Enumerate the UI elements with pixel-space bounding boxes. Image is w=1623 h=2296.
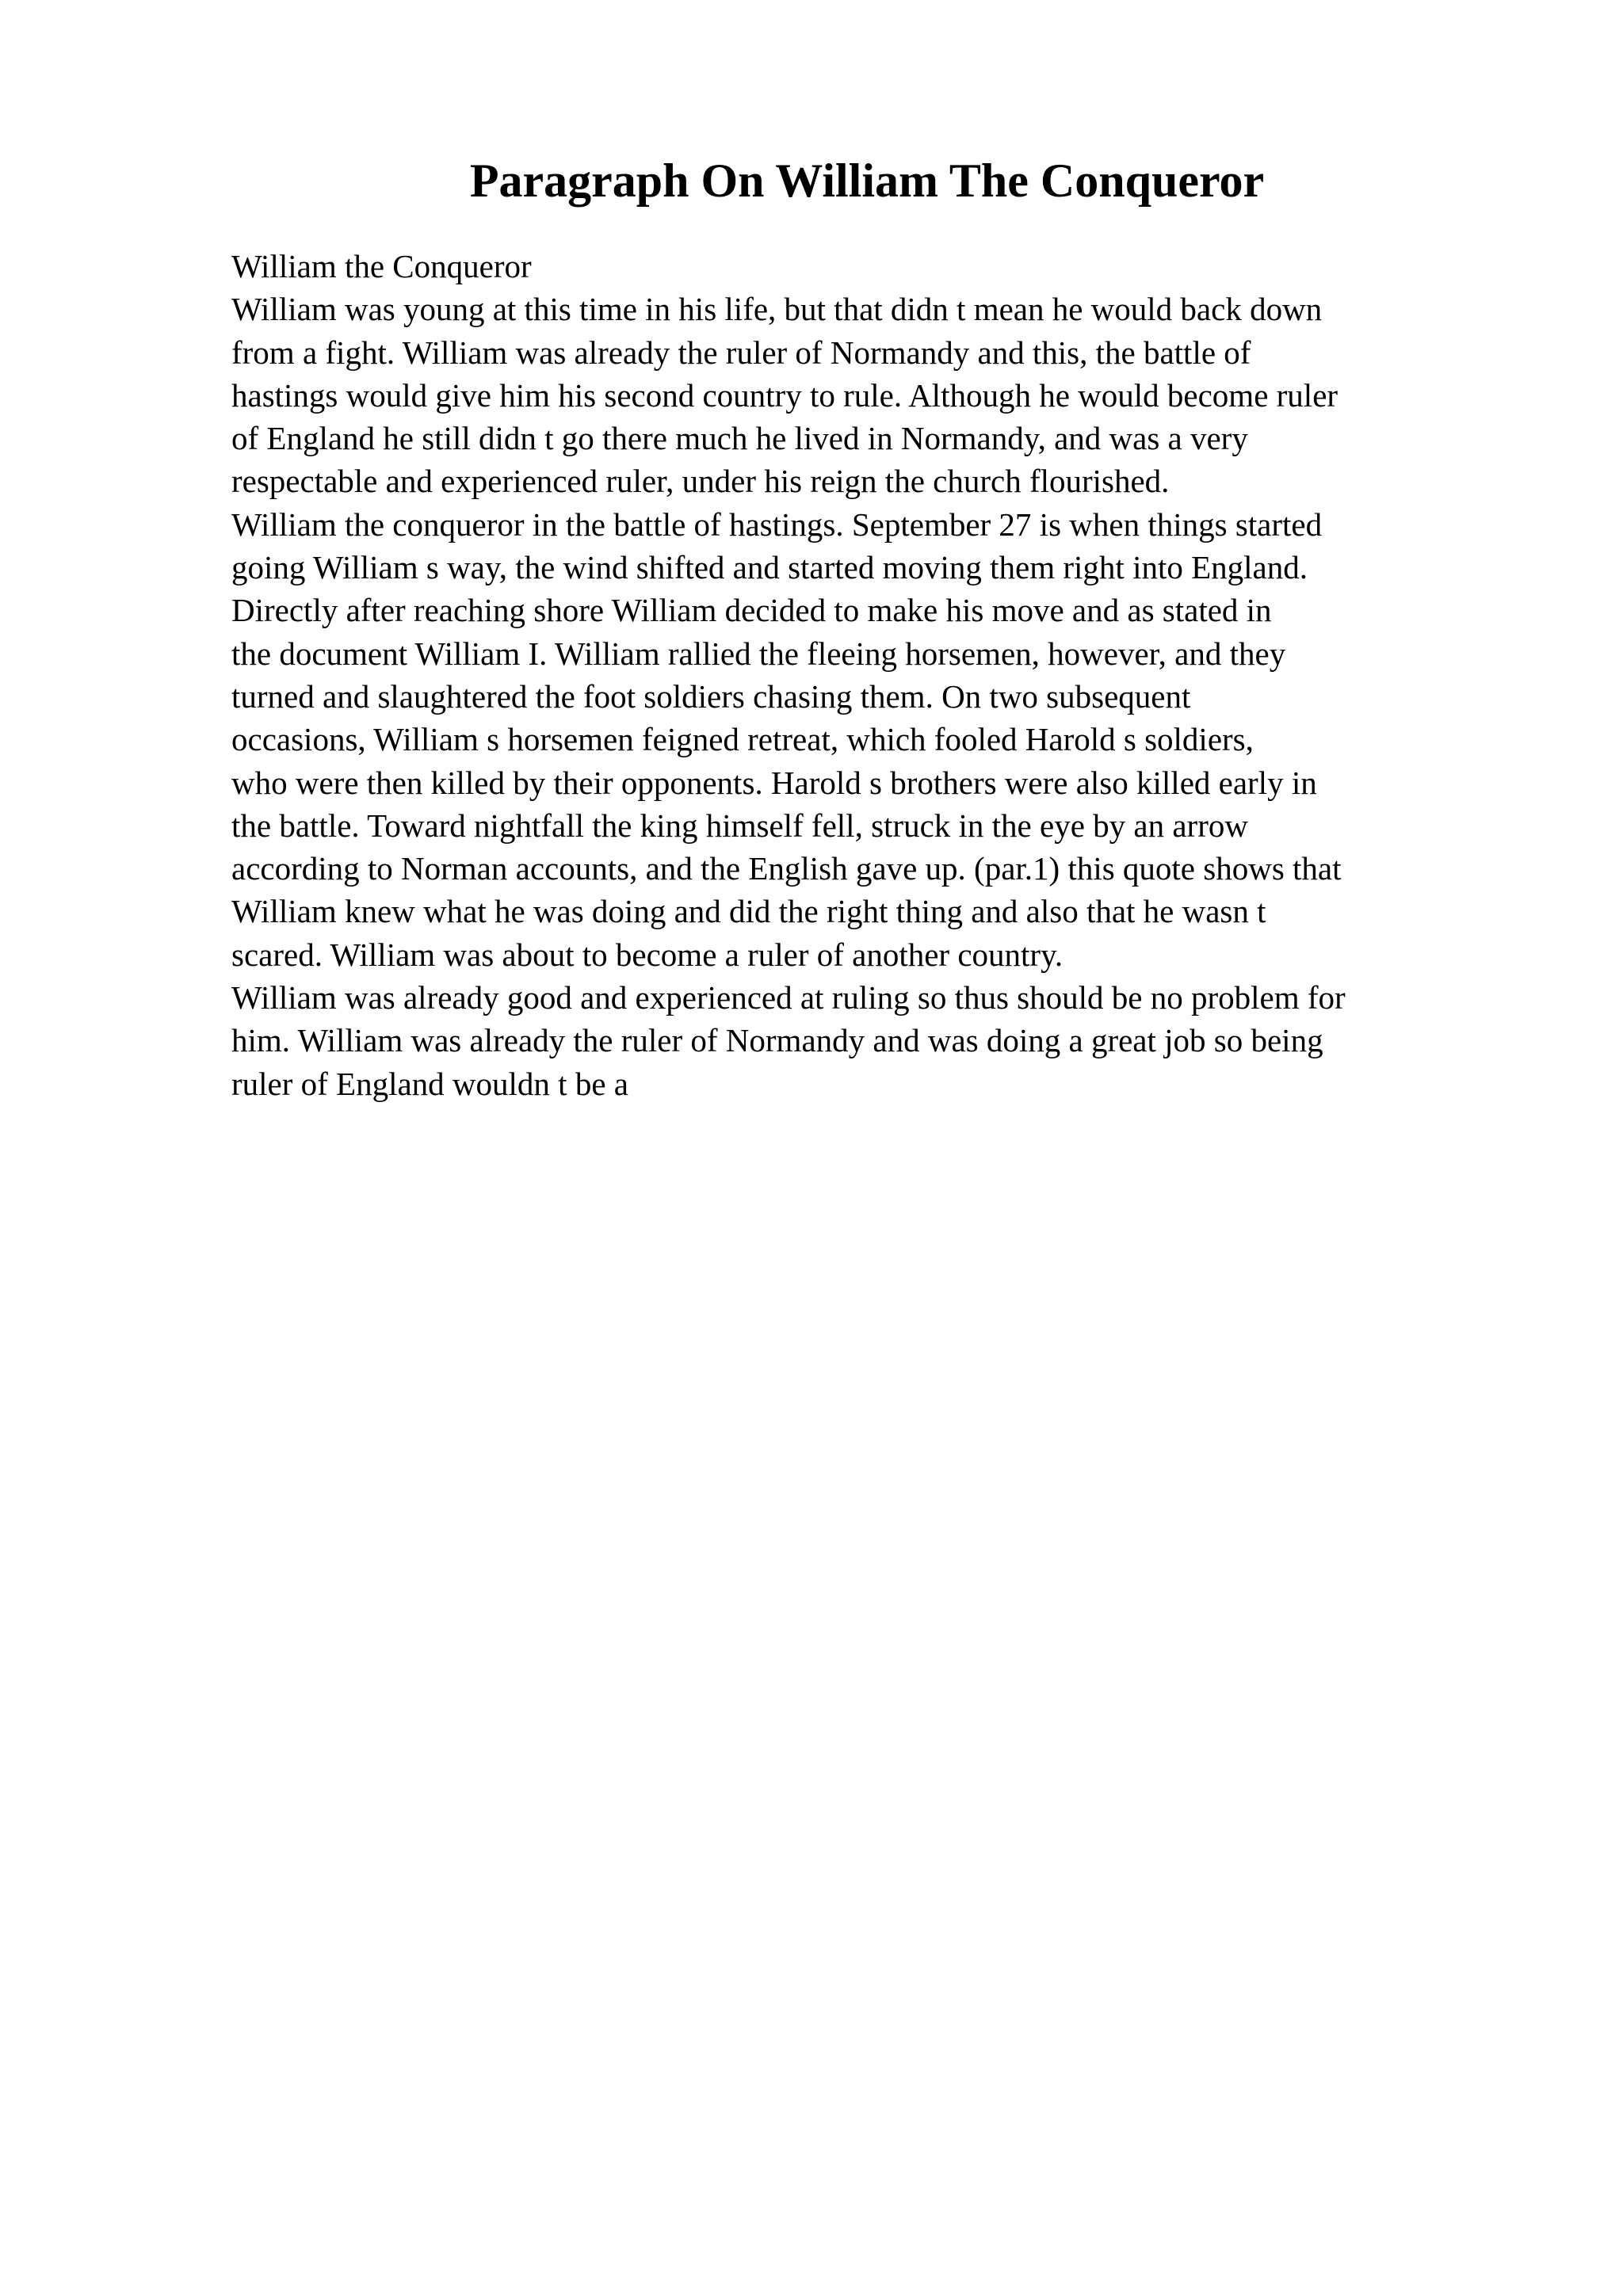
body-line: the document William I. William rallied the fleeing horsemen, however, and they bbox=[231, 635, 1286, 672]
body-line: William the Conqueror bbox=[231, 248, 532, 284]
body-line: William was already good and experienced at ruling so thus should be no problem for bbox=[231, 979, 1346, 1016]
body-line: Directly after reaching shore William decided to make his move and as stated in bbox=[231, 592, 1272, 629]
body-line: respectable and experienced ruler, under his reign the church flourished. bbox=[231, 463, 1170, 500]
body-line: from a fight. William was already the ruler of Normandy and this, the battle of bbox=[231, 334, 1251, 371]
body-line: William knew what he was doing and did the right thing and also that he wasn t bbox=[231, 893, 1266, 930]
body-line: of England he still didn t go there much he lived in Normandy, and was a very bbox=[231, 420, 1248, 457]
body-line: who were then killed by their opponents. Harold s brothers were also killed early in bbox=[231, 764, 1317, 801]
body-line: ruler of England wouldn t be a bbox=[231, 1065, 628, 1102]
body-line: William the conqueror in the battle of hastings. September 27 is when things started bbox=[231, 505, 1323, 543]
body-line: going William s way, the wind shifted and started moving them right into England. bbox=[231, 549, 1308, 586]
body-line: scared. William was about to become a ruler of another country. bbox=[231, 936, 1064, 973]
body-line: hastings would give him his second country to rule. Although he would become ruler bbox=[231, 376, 1338, 414]
body-line: the battle. Toward nightfall the king himself fell, struck in the eye by an arrow bbox=[231, 807, 1248, 844]
document-body bbox=[231, 245, 1515, 1105]
body-line: William was young at this time in his life, but that didn t mean he would back down bbox=[231, 291, 1323, 328]
body-line: him. William was already the ruler of Normandy and was doing a great job so being bbox=[231, 1022, 1323, 1059]
document-title: Paragraph On William The Conqueror bbox=[469, 154, 1265, 207]
body-line: occasions, William s horsemen feigned retreat, which fooled Harold s soldiers, bbox=[231, 721, 1254, 758]
body-line: turned and slaughtered the foot soldiers chasing them. On two subsequent bbox=[231, 677, 1191, 715]
body-line: according to Norman accounts, and the English gave up. (par.1) this quote shows that bbox=[231, 850, 1342, 887]
